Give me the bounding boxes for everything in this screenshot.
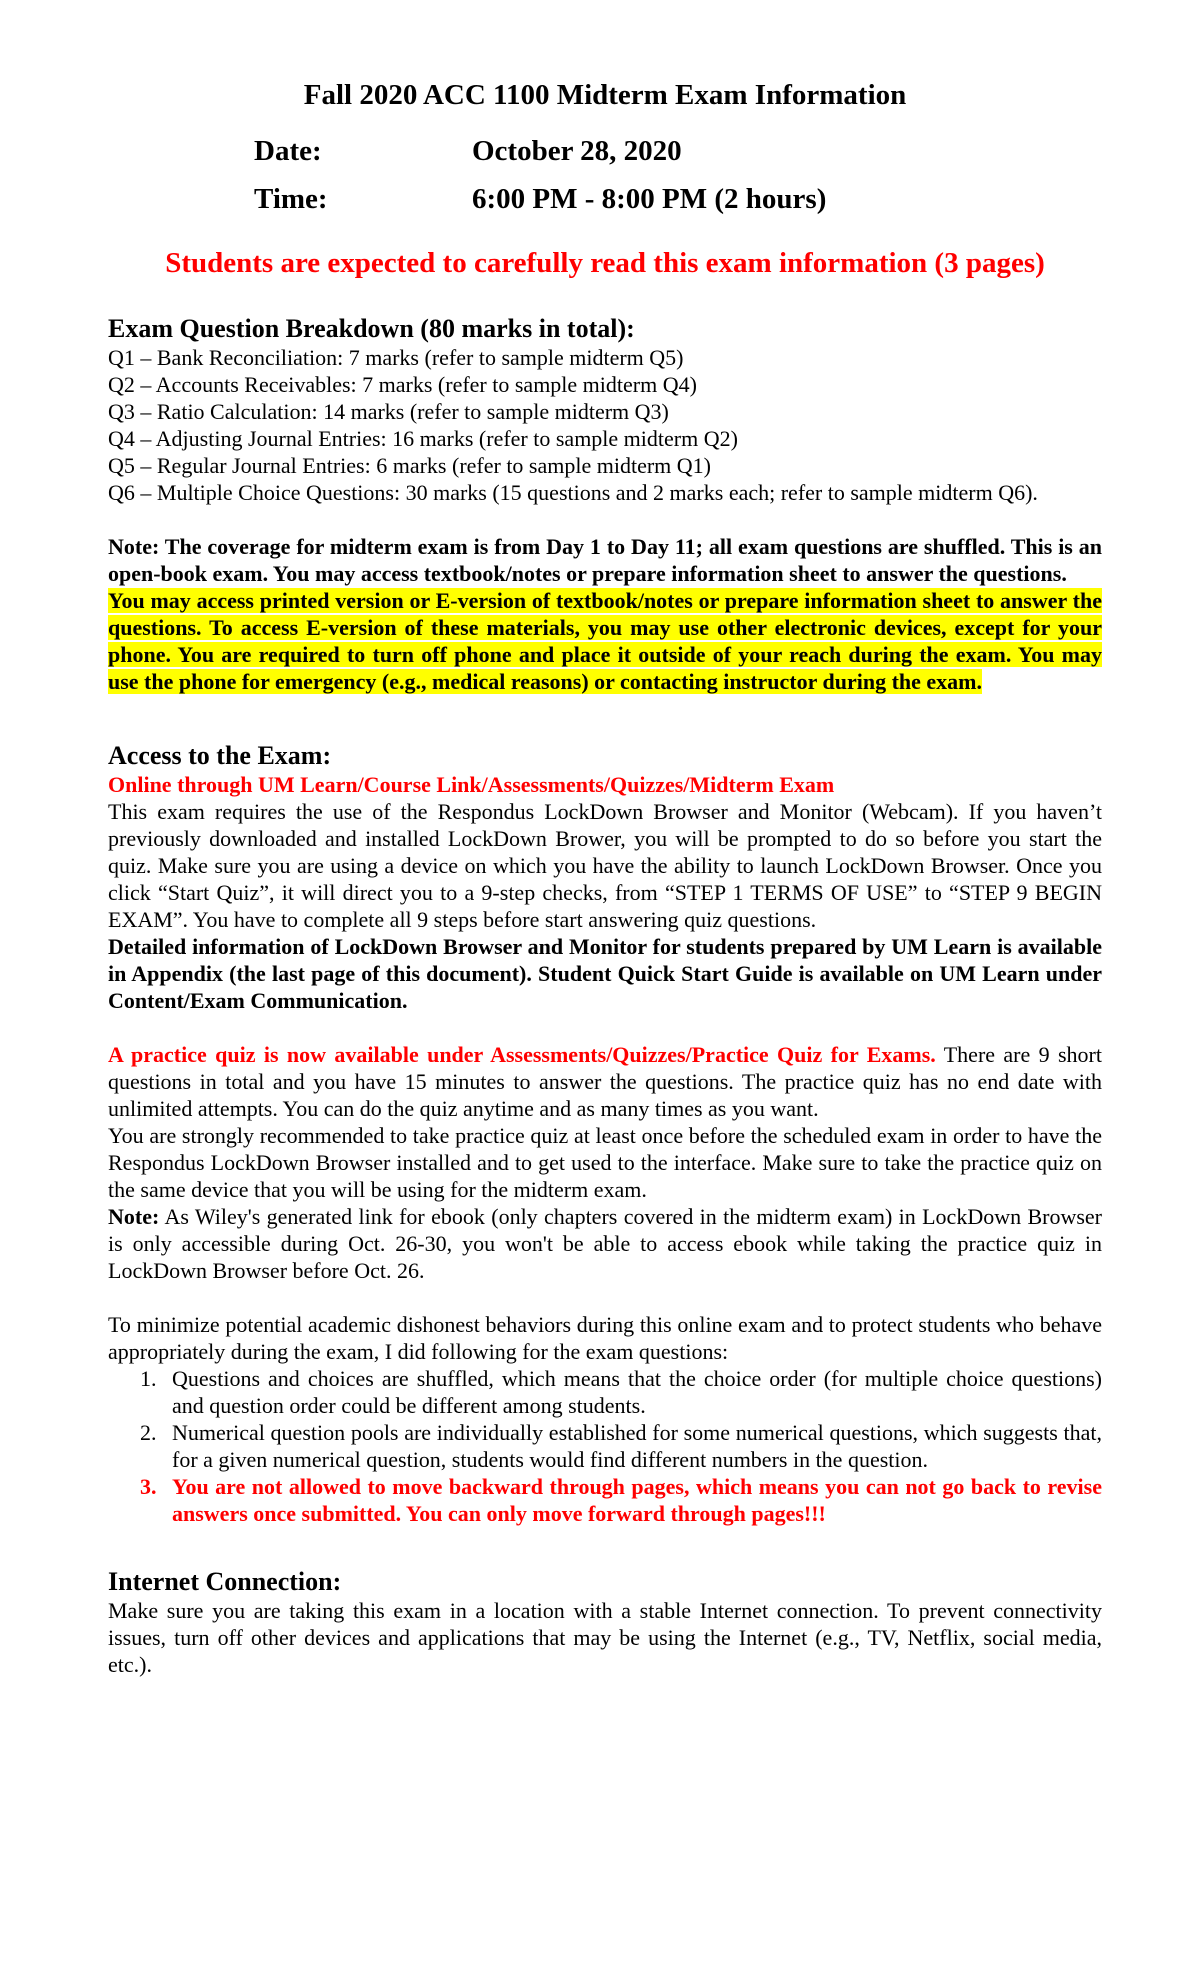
integrity-rules-list [108,1365,1102,1527]
list-number: 1. [140,1366,157,1391]
list-number: 2. [140,1420,157,1445]
access-heading: Access to the Exam: [108,741,332,770]
list-item [108,1419,1102,1473]
highlighted-note [108,587,1102,695]
list-item [108,1365,1102,1419]
appendix-info: Detailed information of LockDown Browser and Monitor for students prepared by UM Learn is available in Appendix (the last page of this document). Student Quick Start Guide is available on UM Learn under Content/Exam Communication. [108,934,1102,1013]
date-value: October 28, 2020 [472,135,682,167]
internet-section [108,1567,1102,1678]
practice-quiz-location: A practice quiz is now available under Assessments/Quizzes/Practice Quiz for Exams. [108,1042,936,1067]
ebook-note [108,1203,1102,1284]
coverage-note-text: Note: The coverage for midterm exam is from Day 1 to Day 11; all exam questions are shuffled. This is an open-book exam. You may access textbook/notes or prepare information sheet to answer the questions. [108,534,1102,586]
breakdown-item: Q2 – Accounts Receivables: 7 marks (refer to sample midterm Q4) [108,372,697,397]
internet-body: Make sure you are taking this exam in a location with a stable Internet connection. To prevent connectivity issues, turn off other devices and applications that may be using the Internet (e.g., TV, Netflix, social media, etc.). [108,1598,1102,1677]
list-text: Questions and choices are shuffled, which means that the choice order (for multiple choice questions) and question order could be different among students. [172,1366,1102,1418]
breakdown-item: Q4 – Adjusting Journal Entries: 16 marks (refer to sample midterm Q2) [108,426,738,451]
list-number: 3. [140,1474,157,1499]
list-text: Numerical question pools are individually established for some numerical questions, which suggests that, for a given numerical question, students would find different numbers in the question. [172,1420,1102,1472]
list-text: You are not allowed to move backward through pages, which means you can not go back to revise answers once submitted. You can only move forward through pages!!! [172,1474,1102,1526]
ebook-note-label: Note: [108,1204,160,1229]
practice-quiz-paragraph [108,1041,1102,1122]
access-link-path: Online through UM Learn/Course Link/Assessments/Quizzes/Midterm Exam [108,772,835,797]
date-label: Date: [254,135,322,167]
time-value: 6:00 PM - 8:00 PM (2 hours) [472,183,827,215]
access-body: This exam requires the use of the Respondus LockDown Browser and Monitor (Webcam). If you haven’t previously downloaded and installed LockDown Brower, you will be prompted to do so before you start the quiz. Make sure you are using a device on which you have the ability to launch LockDown Browser. Once you click “Start Quiz”, it will direct you to a 9-step checks, from “STEP 1 TERMS OF USE” to “STEP 9 BEGIN EXAM”. You have to complete all 9 steps before start answering quiz questions. [108,799,1102,932]
access-section [108,741,1102,1527]
ebook-note-body: As Wiley's generated link for ebook (only chapters covered in the midterm exam) in LockDown Browser is only accessible during Oct. 26-30, you won't be able to access ebook while taking the practice quiz in LockDown Browser before Oct. 26. [108,1204,1102,1283]
time-label: Time: [254,183,328,215]
practice-quiz-details: There are 9 short questions in total and you have 15 minutes to answer the questions. The practice quiz has no end date with unlimited attempts. You can do the quiz anytime and as many times as you want. [108,1042,1102,1121]
breakdown-section [108,314,1102,506]
breakdown-item: Q5 – Regular Journal Entries: 6 marks (refer to sample midterm Q1) [108,453,712,478]
breakdown-heading: Exam Question Breakdown (80 marks in total): [108,314,635,343]
list-item [108,1473,1102,1527]
practice-recommendation: You are strongly recommended to take practice quiz at least once before the scheduled exam in order to have the Respondus LockDown Browser installed and to get used to the interface. Make sure to take the practice quiz on the same device that you will be using for the midterm exam. [108,1123,1102,1202]
breakdown-item: Q3 – Ratio Calculation: 14 marks (refer to sample midterm Q3) [108,399,669,424]
read-warning: Students are expected to carefully read this exam information (3 pages) [165,247,1045,279]
highlight-devices: You may access printed version or E-version of textbook/notes or prepare information sheet to answer the questions. To access E-version of these materials, you may use other electronic devices, except for your phone. [108,588,1102,667]
internet-heading: Internet Connection: [108,1567,342,1596]
highlight-phone: You are required to turn off phone and place it outside of your reach during the exam. You may use the phone for emergency (e.g., medical reasons) or contacting instructor during the exam. [108,642,1102,694]
integrity-intro: To minimize potential academic dishonest behaviors during this online exam and to protect students who behave appropriately during the exam, I did following for the exam questions: [108,1312,1102,1364]
breakdown-item: Q1 – Bank Reconciliation: 7 marks (refer to sample midterm Q5) [108,345,684,370]
coverage-note [108,533,1102,695]
exam-time-row [254,182,1102,216]
exam-date-row [254,134,1102,168]
page-title: Fall 2020 ACC 1100 Midterm Exam Information [303,79,907,111]
breakdown-item: Q6 – Multiple Choice Questions: 30 marks (15 questions and 2 marks each; refer to sample midterm Q6). [108,480,1038,505]
